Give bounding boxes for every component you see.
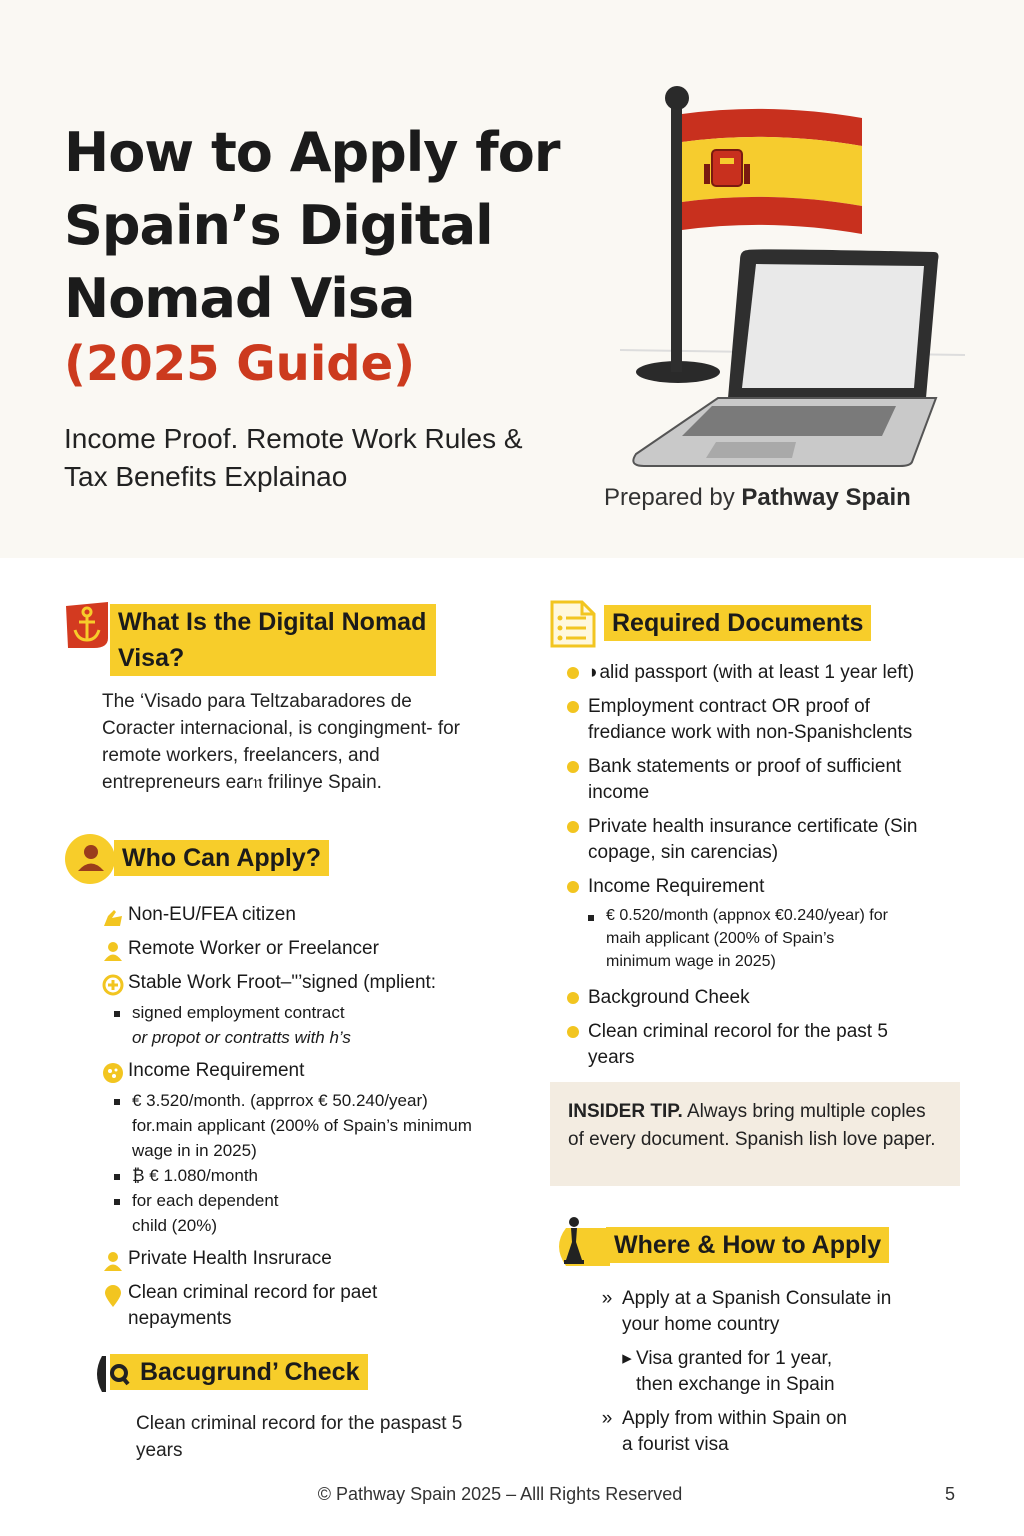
required-title: Required Documents — [604, 605, 871, 641]
who-item-text: Income Requirement — [128, 1060, 305, 1081]
background-text: Clean criminal record for the paspast 5 years — [136, 1413, 463, 1461]
double-chevron-icon: » — [601, 1408, 613, 1429]
sub-list — [98, 1000, 494, 1050]
list-item: Clean criminal recorol for the past 5 years — [558, 1019, 968, 1071]
user-icon — [98, 1246, 128, 1272]
flag-laptop-illustration — [600, 80, 980, 475]
list-item: Income Requirement € 0.520/month (appnox €0.240/year) for maih applicant (200% of Spain’s minimum wage in 2025) — [558, 874, 968, 981]
sub-list — [558, 904, 888, 973]
where-list — [592, 1286, 932, 1458]
insider-tip-box — [550, 1082, 960, 1186]
list-item: Employment contract OR proof of frediance work with non-Spanishclents — [558, 694, 968, 746]
hand-icon — [98, 902, 128, 928]
flag-pole-finial — [665, 86, 689, 110]
anchor-icon — [64, 600, 110, 656]
prepared-by — [604, 484, 911, 512]
what-is-title: What Is the Digital Nomad Visa? — [110, 604, 436, 676]
sub-item: or propot or contratts with h’s — [132, 1028, 351, 1047]
list-item: ▸ Visa granted for 1 year, then exchange in Spain — [618, 1346, 932, 1398]
page-title: How to Apply for Spain’s Digital Nomad Visa — [64, 121, 560, 330]
list-item: » Apply at a Spanish Consulate in your home country — [592, 1286, 932, 1338]
plus-circle-icon — [98, 970, 128, 996]
tip-text: Always bring multiple coples of every document. Spanish lish love paper. — [568, 1101, 936, 1150]
sub-item: signed employment contract — [114, 1000, 494, 1025]
who-title: Who Can Apply? — [114, 840, 329, 876]
who-list — [98, 902, 508, 1332]
bullet-icon — [567, 667, 579, 679]
sub-item: for each dependent child (20%) — [114, 1188, 474, 1238]
flag-pole — [671, 104, 682, 372]
document-icon — [548, 598, 598, 656]
who-heading — [64, 834, 504, 890]
bullet-icon — [567, 701, 579, 713]
spain-flag-icon — [682, 109, 862, 234]
brand-name: Pathway Spain — [741, 484, 911, 511]
who-item-text: Stable Work Froot–"’signed (mplient: — [128, 972, 437, 993]
list-item — [98, 1280, 508, 1332]
prepared-prefix: Prepared by — [604, 484, 735, 511]
what-is-text: The ‘Visado para Teltzabaradores de Coracter internacional, is congingment- for remote workers, freelancers, and entrepreneurs ear𝔫 frilinye Spain. — [102, 691, 461, 793]
bullet-icon — [567, 881, 579, 893]
list-item — [98, 1058, 508, 1246]
list-item — [98, 936, 508, 962]
pin-icon — [98, 1280, 128, 1308]
sub-list — [98, 1088, 474, 1238]
who-item-text: Private Health Insrurace — [128, 1248, 332, 1269]
bullet-icon — [567, 992, 579, 1004]
who-item-text: Clean criminal record for paet nepayments — [128, 1282, 378, 1329]
list-item: Bank statements or proof of sufficient income — [558, 754, 968, 806]
hero-section — [0, 0, 1024, 558]
coins-icon — [98, 1058, 128, 1084]
title-year-tag: (2025 Guide) — [64, 336, 416, 392]
where-section — [552, 1216, 962, 1458]
list-item: » Apply from within Spain on a fourist visa — [592, 1406, 932, 1458]
background-title: Bacugrund’ Check — [110, 1354, 368, 1390]
tip-label: INSIDER TIP. — [568, 1101, 683, 1122]
triangle-icon: ▸ — [622, 1348, 632, 1369]
bullet-icon — [567, 821, 579, 833]
where-title: Where & How to Apply — [606, 1227, 889, 1263]
what-is-heading — [64, 600, 504, 676]
bullet-icon — [567, 761, 579, 773]
sub-item: € 3.520/month. (apprrox € 50.240/year) for.main applicant (200% of Spain’s minimum wage in in 2025) — [114, 1088, 474, 1163]
sub-item: € 0.520/month (appnox €0.240/year) for maih applicant (200% of Spain’s minimum wage in 2025) — [588, 904, 888, 973]
who-item-text: Non-EU/FEA citizen — [128, 904, 296, 925]
list-item: Background Cheek — [558, 985, 968, 1011]
list-item — [98, 1246, 508, 1272]
double-chevron-icon: » — [601, 1288, 613, 1309]
chess-pawn-icon — [552, 1216, 610, 1274]
list-item: ◗alid passport (with at least 1 year left) — [558, 660, 968, 686]
background-heading — [92, 1354, 504, 1400]
bullet-icon — [567, 1026, 579, 1038]
required-list — [558, 660, 968, 1071]
left-column — [64, 600, 504, 1464]
where-heading — [552, 1216, 962, 1274]
who-item-text: Remote Worker or Freelancer — [128, 938, 379, 959]
footer-copyright: © Pathway Spain 2025 – Alll Rights Reserved — [317, 1484, 683, 1504]
user-icon — [98, 936, 128, 962]
list-item — [98, 970, 508, 1058]
required-heading — [548, 598, 968, 656]
right-column — [548, 598, 968, 1071]
page-subtitle: Income Proof. Remote Work Rules & Tax Benefits Explainao — [64, 423, 523, 492]
list-item — [98, 902, 508, 928]
magnifier-icon — [92, 1354, 132, 1400]
sub-item: ₿ € 1.080/month — [114, 1163, 474, 1188]
list-item: Private health insurance certificate (Sin copage, sin carencias) — [558, 814, 968, 866]
page-number: 5 — [945, 1484, 956, 1504]
